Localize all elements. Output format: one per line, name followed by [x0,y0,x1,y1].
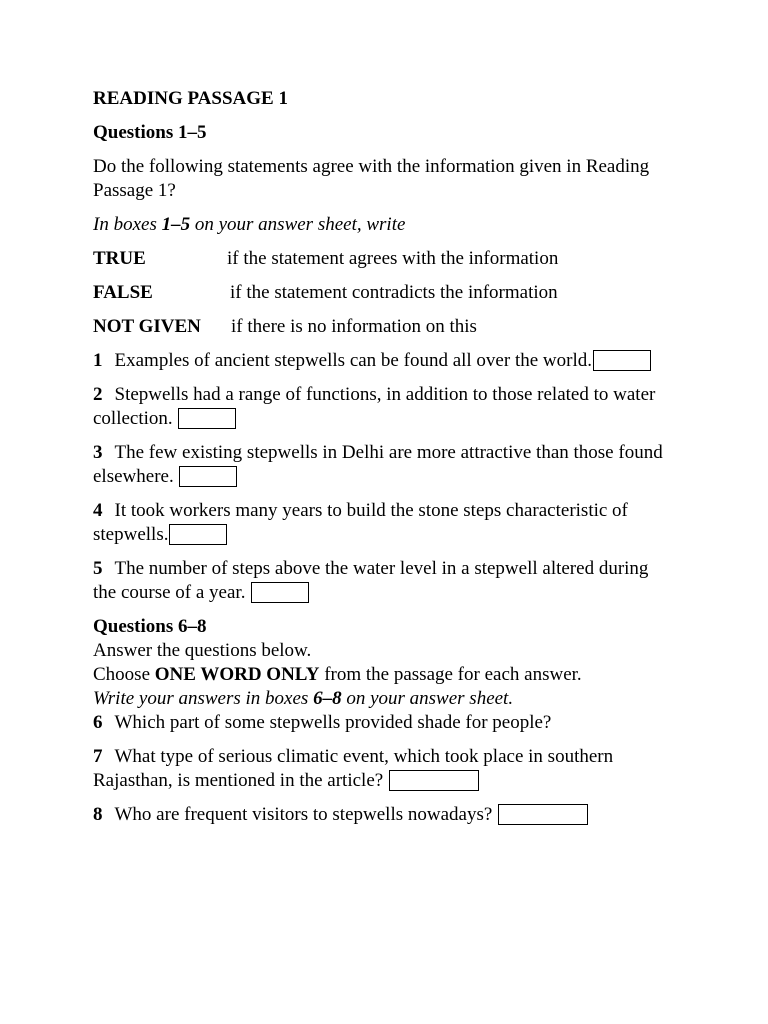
question-8 [93,803,673,827]
question-number: 2 [93,384,103,405]
key-row-true [93,247,673,271]
question-number: 5 [93,558,103,579]
section1-intro: Do the following statements agree with the information given in Reading Passage 1? [93,156,650,201]
question-number: 7 [93,746,103,767]
question-7 [93,745,673,793]
line2-prefix: Choose [93,664,155,685]
answer-box[interactable] [389,770,479,791]
question-6 [93,711,673,735]
questions-1-5-heading: Questions 1–5 [93,122,207,143]
question-number: 1 [93,350,103,371]
passage-title: READING PASSAGE 1 [93,88,288,109]
question-4 [93,499,673,547]
question-2 [93,383,673,431]
question-text: Who are frequent visitors to stepwells nowadays? [114,804,493,825]
instruction-suffix: on your answer sheet. [341,688,514,709]
instruction-range: 1–5 [161,214,191,235]
key-term: FALSE [93,282,153,303]
question-text: Examples of ancient stepwells can be found all over the world. [114,350,592,371]
question-number: 3 [93,442,103,463]
key-meaning: if the statement contradicts the information [230,282,558,303]
key-row-not-given [93,315,673,339]
answer-box[interactable] [251,582,309,603]
instruction-prefix: In boxes [93,214,162,235]
question-text: The few existing stepwells in Delhi are more attractive than those found elsewhere. [93,442,663,487]
section1-instruction [93,213,673,237]
answer-box[interactable] [178,408,236,429]
section2-instruction [93,687,673,711]
key-term: TRUE [93,248,146,269]
question-text: It took workers many years to build the stone steps characteristic of stepwells. [93,500,628,545]
question-number: 4 [93,500,103,521]
document-page [93,87,673,837]
key-row-false [93,281,673,305]
key-meaning: if the statement agrees with the information [227,248,559,269]
answer-box[interactable] [169,524,227,545]
instruction-suffix: on your answer sheet, write [190,214,406,235]
questions-6-8-heading: Questions 6–8 [93,616,207,637]
question-1 [93,349,673,373]
question-5 [93,557,673,605]
line2-suffix: from the passage for each answer. [319,664,582,685]
answer-box[interactable] [593,350,651,371]
question-text: The number of steps above the water level in a stepwell altered during the course of a year. [93,558,649,603]
key-term: NOT GIVEN [93,316,201,337]
question-text: Stepwells had a range of functions, in addition to those related to water collection. [93,384,656,429]
answer-box[interactable] [498,804,588,825]
instruction-prefix: Write your answers in boxes [93,688,314,709]
key-meaning: if there is no information on this [231,316,477,337]
question-text: Which part of some stepwells provided shade for people? [114,712,552,733]
question-number: 8 [93,804,103,825]
question-3 [93,441,673,489]
instruction-range: 6–8 [313,688,342,709]
section2-line2 [93,663,673,687]
question-number: 6 [93,712,103,733]
line2-bold: ONE WORD ONLY [154,664,320,685]
section2-line1: Answer the questions below. [93,640,312,661]
answer-box[interactable] [179,466,237,487]
question-text: What type of serious climatic event, which took place in southern Rajasthan, is mentioned in the article? [93,746,614,791]
